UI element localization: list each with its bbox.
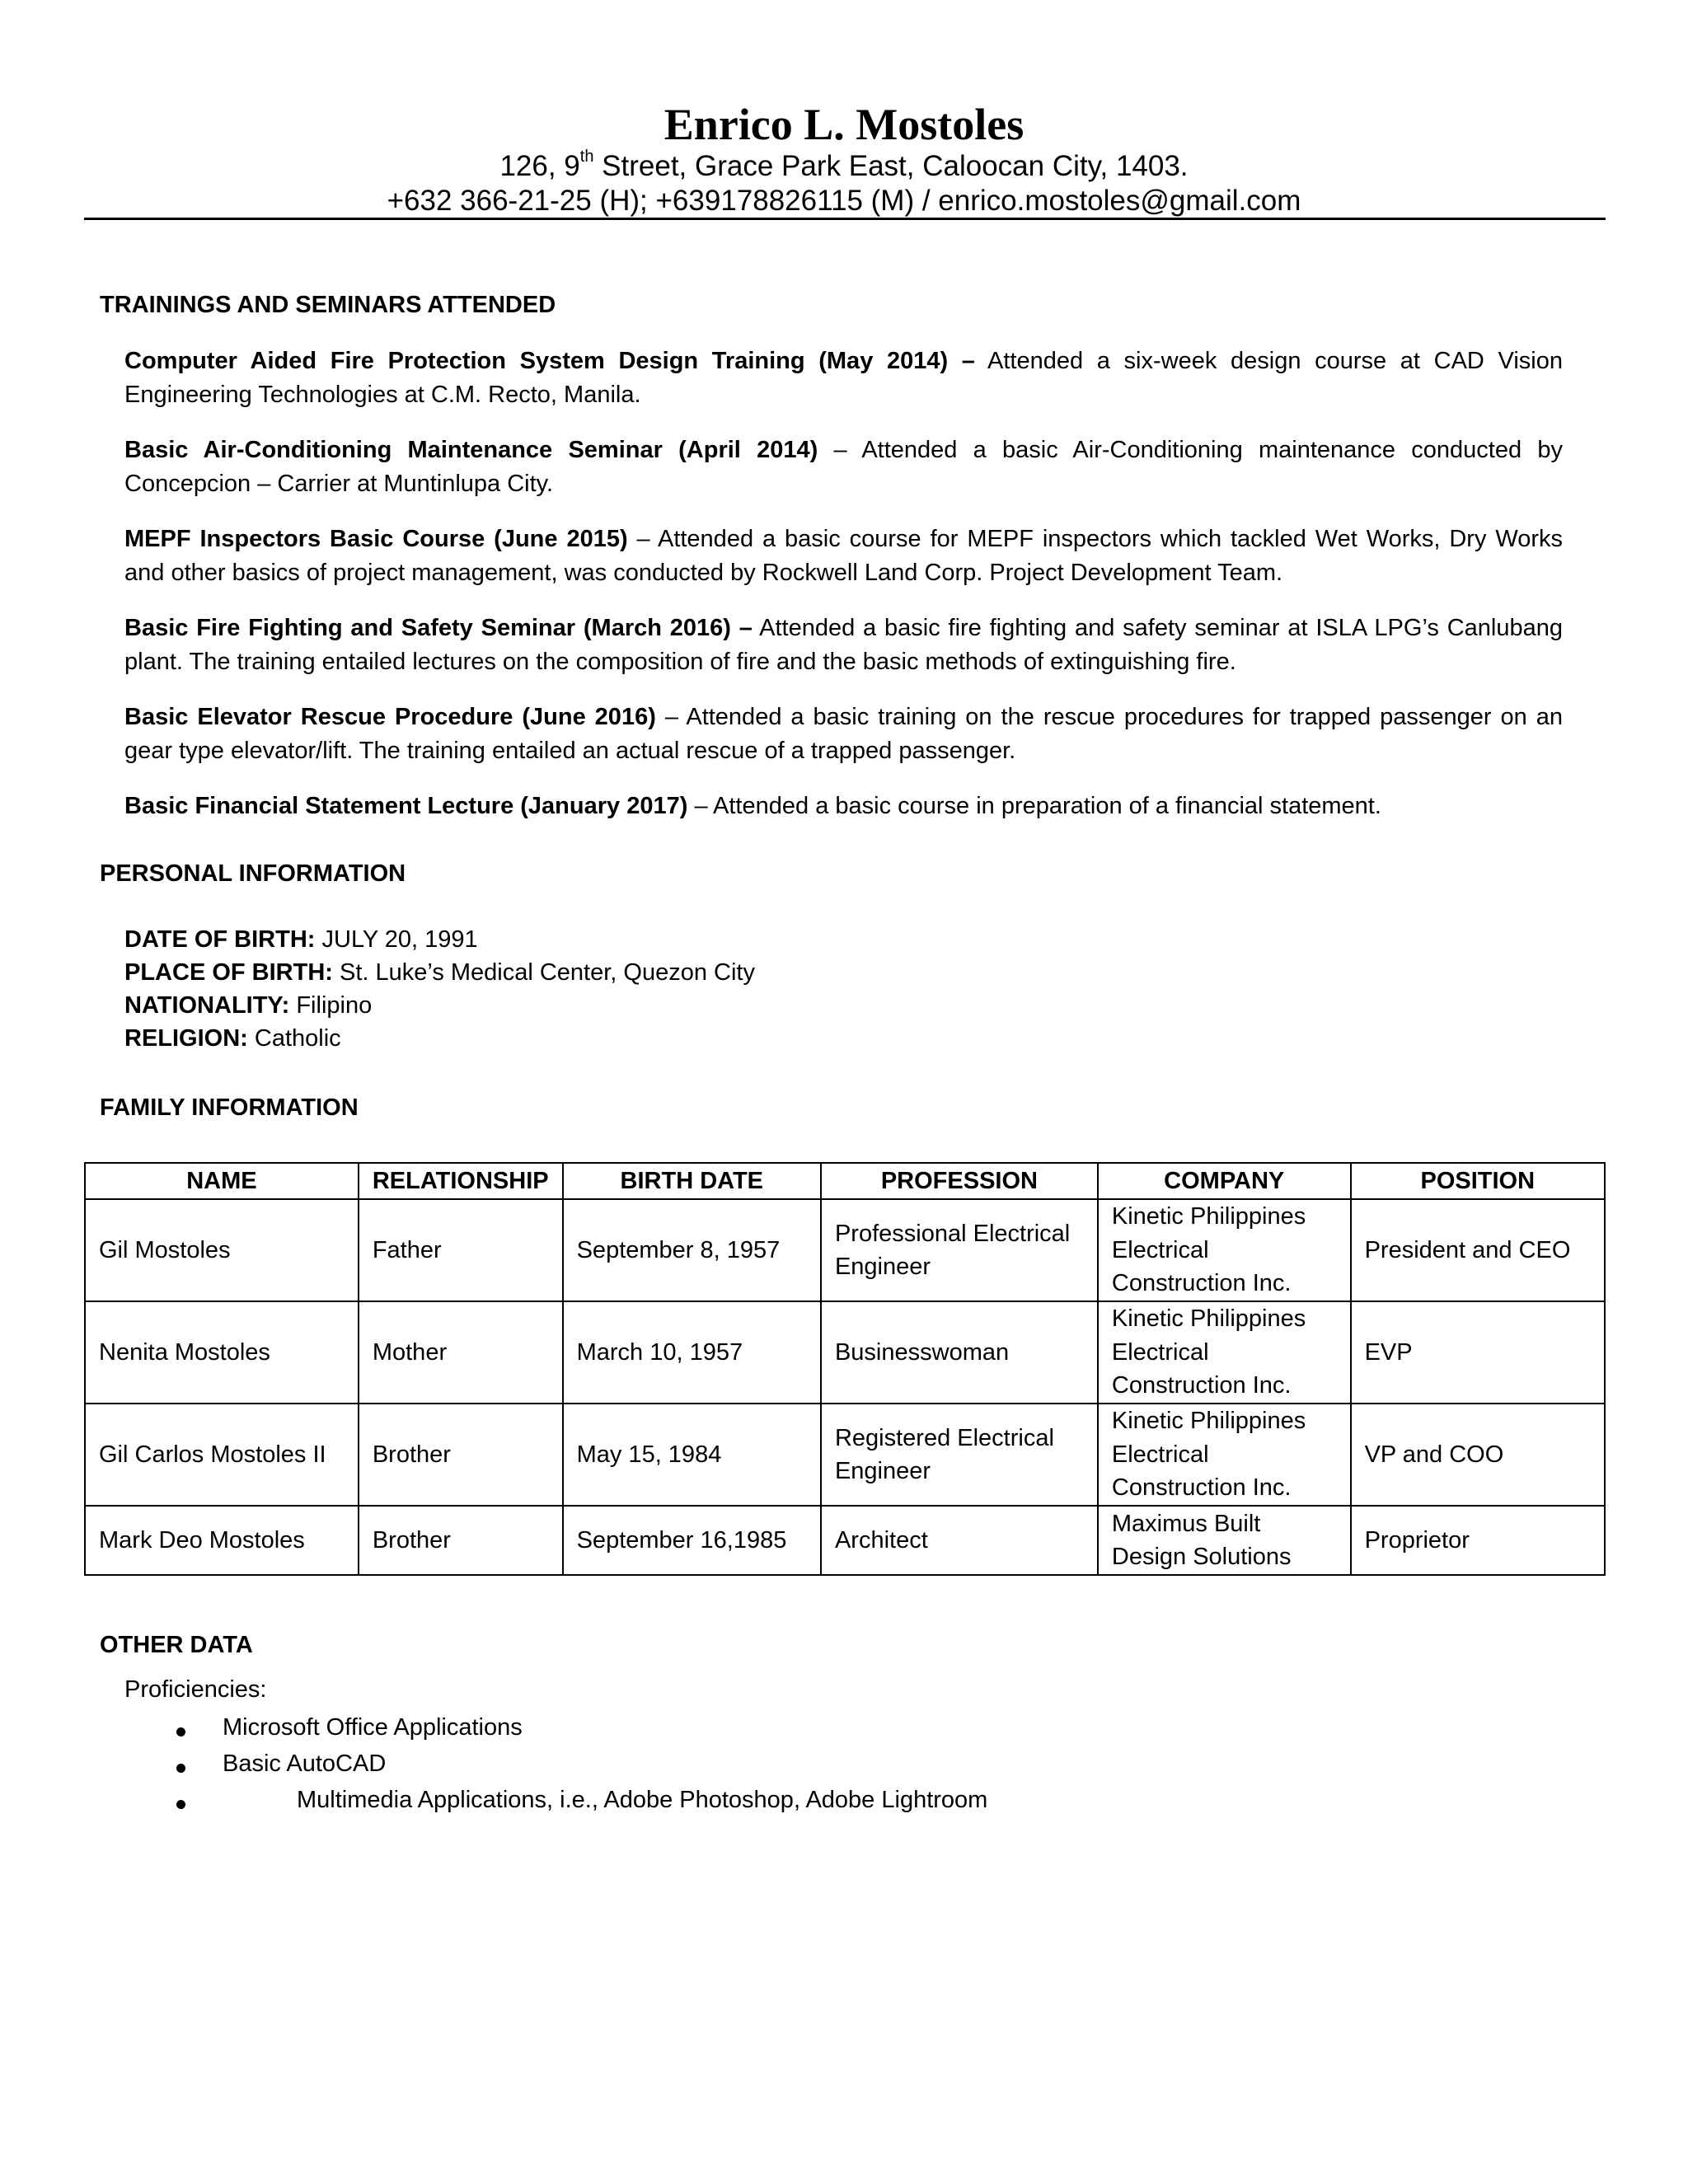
table-cell: Father [359,1199,563,1301]
personal-field-pob [124,956,755,989]
table-cell: Proprietor [1351,1506,1605,1575]
training-item [124,612,1563,678]
address-number: 126, 9 [499,150,580,182]
table-cell: May 15, 1984 [563,1404,821,1506]
field-label: DATE OF BIRTH: [124,926,316,953]
table-cell: Kinetic Philippines Electrical Construction Inc. [1098,1301,1351,1404]
column-header: RELATIONSHIP [359,1163,563,1199]
training-description: – Attended a basic course in preparation of a financial statement. [687,793,1381,819]
table-cell: Brother [359,1404,563,1506]
column-header: COMPANY [1098,1163,1351,1199]
bullet-icon [176,1764,185,1773]
table-cell: Businesswoman [821,1301,1098,1404]
table-cell: Mark Deo Mostoles [85,1506,359,1575]
table-cell: Professional Electrical Engineer [821,1199,1098,1301]
table-cell: Maximus Built Design Solutions [1098,1506,1351,1575]
address-street: Street, Grace Park East, Caloocan City, 1403. [593,150,1189,182]
trainings-heading: TRAININGS AND SEMINARS ATTENDED [100,292,556,318]
proficiency-item: Basic AutoCAD [223,1750,387,1777]
table-row [85,1301,1605,1404]
training-description: Attended a basic fire fighting and safety seminar at ISLA LPG’s Canlubang plant. The training entailed lectures on the composition of fire and the basic methods of extinguishing fire. [124,615,1563,675]
table-cell: President and CEO [1351,1199,1605,1301]
address-ordinal-suffix: th [579,148,594,166]
column-header: PROFESSION [821,1163,1098,1199]
field-label: RELIGION: [124,1025,248,1052]
field-label: NATIONALITY: [124,992,290,1019]
table-row [85,1404,1605,1506]
bullet-icon [176,1727,185,1736]
personal-field-dob [124,923,478,956]
training-title: Basic Financial Statement Lecture (January 2017) [124,793,688,819]
personal-field-religion [124,1022,341,1055]
table-cell: Brother [359,1506,563,1575]
table-cell: Kinetic Philippines Electrical Construction Inc. [1098,1199,1351,1301]
proficiency-item: Microsoft Office Applications [223,1714,523,1741]
table-cell: Gil Carlos Mostoles II [85,1404,359,1506]
training-title: Computer Aided Fire Protection System Design Training (May 2014) – [124,348,975,374]
training-description: Attended a six-week design course at CAD Vision Engineering Technologies at C.M. Recto, Manila. [124,348,1563,408]
training-item [124,434,1563,500]
address-line [0,148,1688,185]
contact-line: +632 366-21-25 (H); +639178826115 (M) / enrico.mostoles@gmail.com [387,185,1301,217]
resume-name: Enrico L. Mostoles [663,100,1025,149]
column-header: BIRTH DATE [563,1163,821,1199]
table-cell: EVP [1351,1301,1605,1404]
table-cell: Gil Mostoles [85,1199,359,1301]
personal-info-heading: PERSONAL INFORMATION [100,860,406,887]
training-description: – Attended a basic course for MEPF inspectors which tackled Wet Works, Dry Works and other basics of project management, was conducted by Rockwell Land Corp. Project Development Team. [124,526,1563,586]
family-table [84,1162,1606,1576]
family-info-heading: FAMILY INFORMATION [100,1094,359,1121]
column-header: POSITION [1351,1163,1605,1199]
proficiencies-label: Proficiencies: [124,1676,267,1703]
table-cell: March 10, 1957 [563,1301,821,1404]
training-description: – Attended a basic training on the rescue procedures for trapped passenger on an gear type elevator/lift. The training entailed an actual rescue of a trapped passenger. [124,704,1563,764]
training-title: Basic Elevator Rescue Procedure (June 2016) [124,704,656,730]
table-row [85,1506,1605,1575]
training-title: Basic Fire Fighting and Safety Seminar (March 2016) – [124,615,753,641]
table-cell: Kinetic Philippines Electrical Construction Inc. [1098,1404,1351,1506]
header-divider [84,218,1606,220]
table-cell: Registered Electrical Engineer [821,1404,1098,1506]
training-title: Basic Air-Conditioning Maintenance Seminar (April 2014) [124,437,818,463]
table-cell: VP and COO [1351,1404,1605,1506]
field-value: St. Luke’s Medical Center, Quezon City [332,959,755,986]
training-title: MEPF Inspectors Basic Course (June 2015) [124,526,628,552]
field-value: Catholic [247,1025,341,1052]
other-data-heading: OTHER DATA [100,1632,253,1658]
field-value: JULY 20, 1991 [315,926,478,953]
training-item [124,790,1563,823]
personal-field-nationality [124,989,372,1022]
training-item [124,701,1563,767]
table-cell: September 8, 1957 [563,1199,821,1301]
training-item [124,523,1563,589]
table-row [85,1199,1605,1301]
bullet-icon [176,1800,185,1809]
table-header-row [85,1163,1605,1199]
table-cell: Nenita Mostoles [85,1301,359,1404]
field-value: Filipino [289,992,373,1019]
field-label: PLACE OF BIRTH: [124,959,333,986]
table-cell: Architect [821,1506,1098,1575]
table-cell: September 16,1985 [563,1506,821,1575]
training-item [124,344,1563,411]
column-header: NAME [85,1163,359,1199]
proficiency-item: Multimedia Applications, i.e., Adobe Photoshop, Adobe Lightroom [297,1787,988,1813]
training-description: – Attended a basic Air-Conditioning maintenance conducted by Concepcion – Carrier at Muntinlupa City. [124,437,1564,497]
table-cell: Mother [359,1301,563,1404]
